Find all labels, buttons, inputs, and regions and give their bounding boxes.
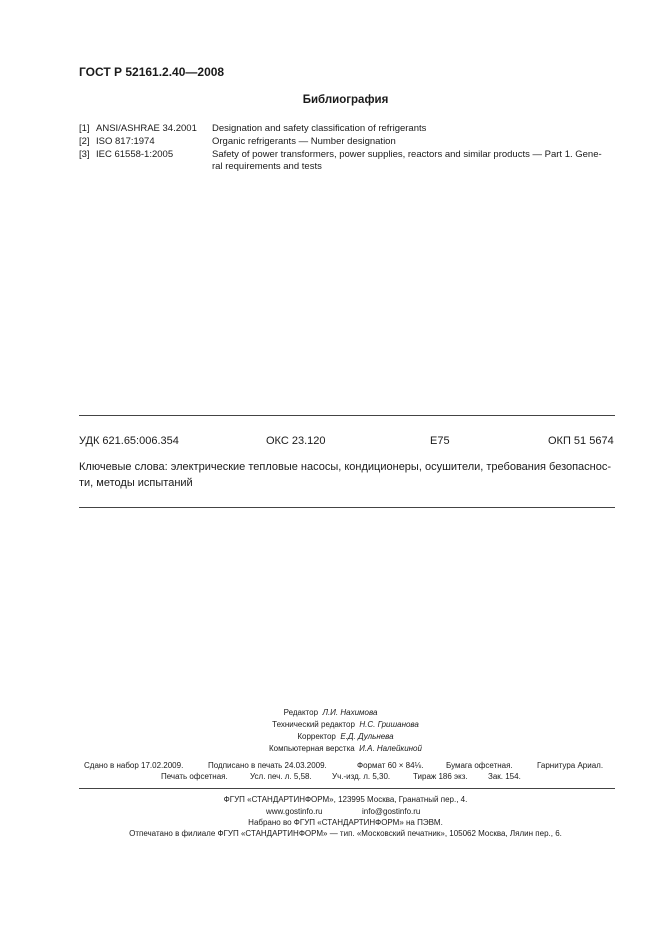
udk-code: УДК 621.65:006.354 <box>79 435 179 447</box>
editor-name: Л.И. Нахимова <box>322 708 378 717</box>
imprint-order: Зак. 154. <box>488 772 521 781</box>
entry-code: ANSI/ASHRAE 34.2001 <box>96 123 197 134</box>
divider-bottom <box>79 507 615 508</box>
imprint-format: Формат 60 × 84⅛. <box>357 761 424 770</box>
corrector-label: Корректор <box>297 732 336 741</box>
layout-line <box>0 738 661 756</box>
typeset-note: Набрано во ФГУП «СТАНДАРТИНФОРМ» на ПЭВМ. <box>248 818 443 827</box>
divider-imprint <box>79 788 615 789</box>
bibliography-title: Библиография <box>302 94 389 106</box>
publisher-website: www.gostinfo.ru <box>266 807 323 816</box>
imprint-run: Тираж 186 экз. <box>413 772 468 781</box>
divider-top <box>79 415 615 416</box>
entry-number: [1] <box>79 123 90 134</box>
oks-code: ОКС 23.120 <box>266 435 326 447</box>
layout-label: Компьютерная верстка <box>269 744 355 753</box>
tech-editor-label: Технический редактор <box>272 720 355 729</box>
keywords: Ключевые слова: электрические тепловые насосы, кондиционеры, осушители, требования безопаснос-ти, методы испытаний <box>79 461 612 489</box>
imprint-print-sheets: Усл. печ. л. 5,58. <box>250 772 312 781</box>
corrector-name: Е.Д. Дульнева <box>340 732 394 741</box>
imprint-typeset-date: Сдано в набор 17.02.2009. <box>84 761 184 770</box>
publisher-email: info@gostinfo.ru <box>362 807 421 816</box>
e-code: Е75 <box>430 435 450 447</box>
editor-label: Редактор <box>283 708 319 717</box>
entry-title: Safety of power transformers, power supplies, reactors and similar products — Part 1. Gene- <box>212 149 602 160</box>
publisher-address: ФГУП «СТАНДАРТИНФОРМ», 123995 Москва, Гранатный пер., 4. <box>223 795 468 804</box>
document-id: ГОСТ Р 52161.2.40—2008 <box>79 65 225 79</box>
entry-code: IEC 61558-1:2005 <box>96 149 174 160</box>
imprint-font: Гарнитура Ариал. <box>537 761 604 770</box>
imprint-edit-sheets: Уч.-изд. л. 5,30. <box>332 772 391 781</box>
entry-code: ISO 817:1974 <box>96 136 155 147</box>
entry-number: [2] <box>79 136 90 147</box>
printer-note: Отпечатано в филиале ФГУП «СТАНДАРТИНФОРМ» — тип. «Московский печатник», 105062 Москва, Лялин пер., 6. <box>129 829 562 838</box>
tech-editor-name: Н.С. Гришанова <box>359 720 419 729</box>
entry-title: Organic refrigerants — Number designation <box>212 136 396 147</box>
imprint-paper: Бумага офсетная. <box>446 761 513 770</box>
imprint-sign-date: Подписано в печать 24.03.2009. <box>208 761 327 770</box>
entry-title: Designation and safety classification of refrigerants <box>212 123 427 134</box>
okp-code: ОКП 51 5674 <box>548 435 614 447</box>
entry-number: [3] <box>79 149 90 160</box>
imprint-print: Печать офсетная. <box>161 772 228 781</box>
entry-title-continuation: ral requirements and tests <box>212 161 322 172</box>
layout-name: И.А. Налейкиной <box>359 744 422 753</box>
